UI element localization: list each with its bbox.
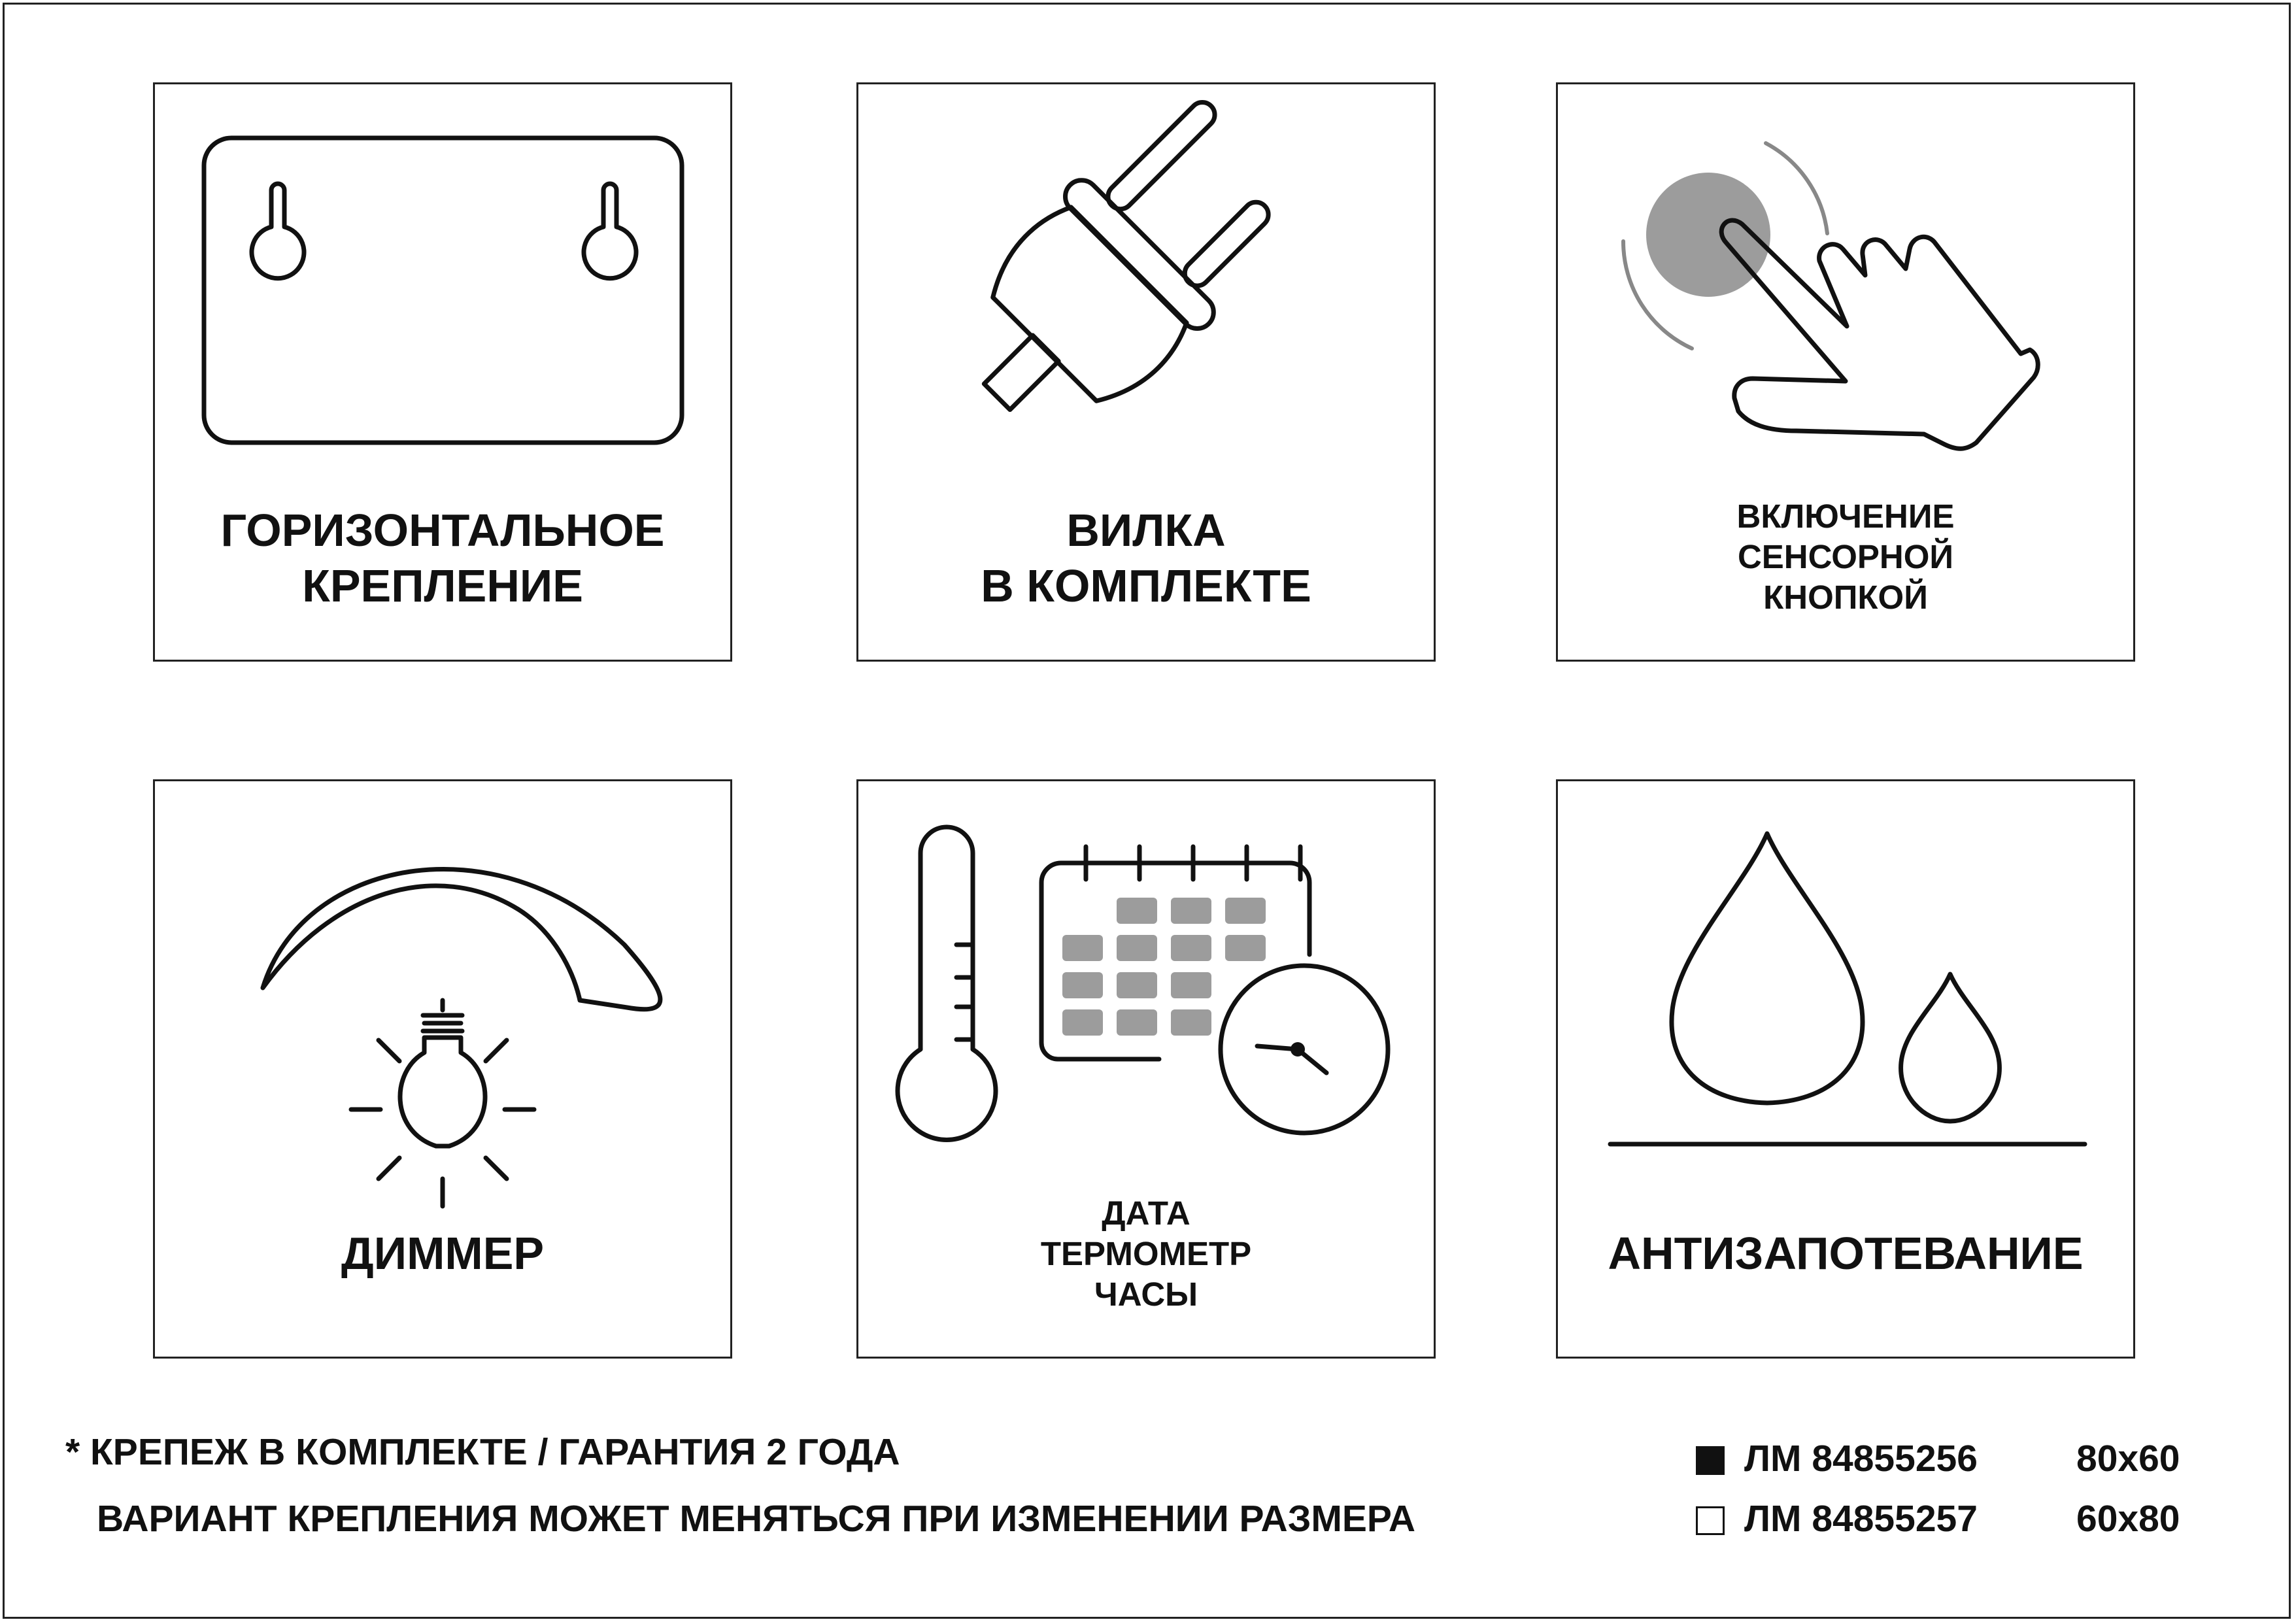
variant-checkbox-checked[interactable] — [1696, 1446, 1725, 1475]
card-label-line: ДИММЕР — [341, 1228, 545, 1279]
card-label-line: КНОПКОЙ — [1763, 579, 1928, 617]
card-label-line: АНТИЗАПОТЕВАНИЕ — [1608, 1228, 2084, 1279]
card-label-line: ГОРИЗОНТАЛЬНОЕ — [220, 505, 665, 556]
card-label-line: ЧАСЫ — [1094, 1276, 1198, 1313]
variant-size: 80х60 — [2076, 1438, 2180, 1480]
card-label-line: КРЕПЛЕНИЕ — [302, 560, 583, 612]
feature-card-horizontal-mount — [153, 82, 732, 662]
card-label-line: ВКЛЮЧЕНИЕ — [1736, 498, 1955, 535]
card-label-line: ТЕРМОМЕТР — [1040, 1235, 1252, 1273]
card-label-line: ВИЛКА — [1066, 505, 1226, 556]
variant-checkbox-unchecked[interactable] — [1696, 1506, 1725, 1535]
feature-card-date-thermometer-clock — [856, 779, 1436, 1359]
feature-card-dimmer — [153, 779, 732, 1359]
card-label-line: СЕНСОРНОЙ — [1737, 538, 1954, 576]
feature-card-anti-fog — [1556, 779, 2135, 1359]
footer-note-line1: * КРЕПЕЖ В КОМПЛЕКТЕ / ГАРАНТИЯ 2 ГОДА — [65, 1431, 900, 1473]
card-label-line: ДАТА — [1102, 1194, 1190, 1232]
footer-note-line2: ВАРИАНТ КРЕПЛЕНИЯ МОЖЕТ МЕНЯТЬСЯ ПРИ ИЗМЕНЕНИИ РАЗМЕРА — [97, 1498, 1416, 1540]
variant-size: 60х80 — [2076, 1498, 2180, 1540]
feature-card-touch-button — [1556, 82, 2135, 662]
variant-code: ЛМ 84855256 — [1744, 1438, 1978, 1480]
feature-card-plug — [856, 82, 1436, 662]
card-label-line: В КОМПЛЕКТЕ — [981, 560, 1311, 612]
variant-code: ЛМ 84855257 — [1744, 1498, 1978, 1540]
